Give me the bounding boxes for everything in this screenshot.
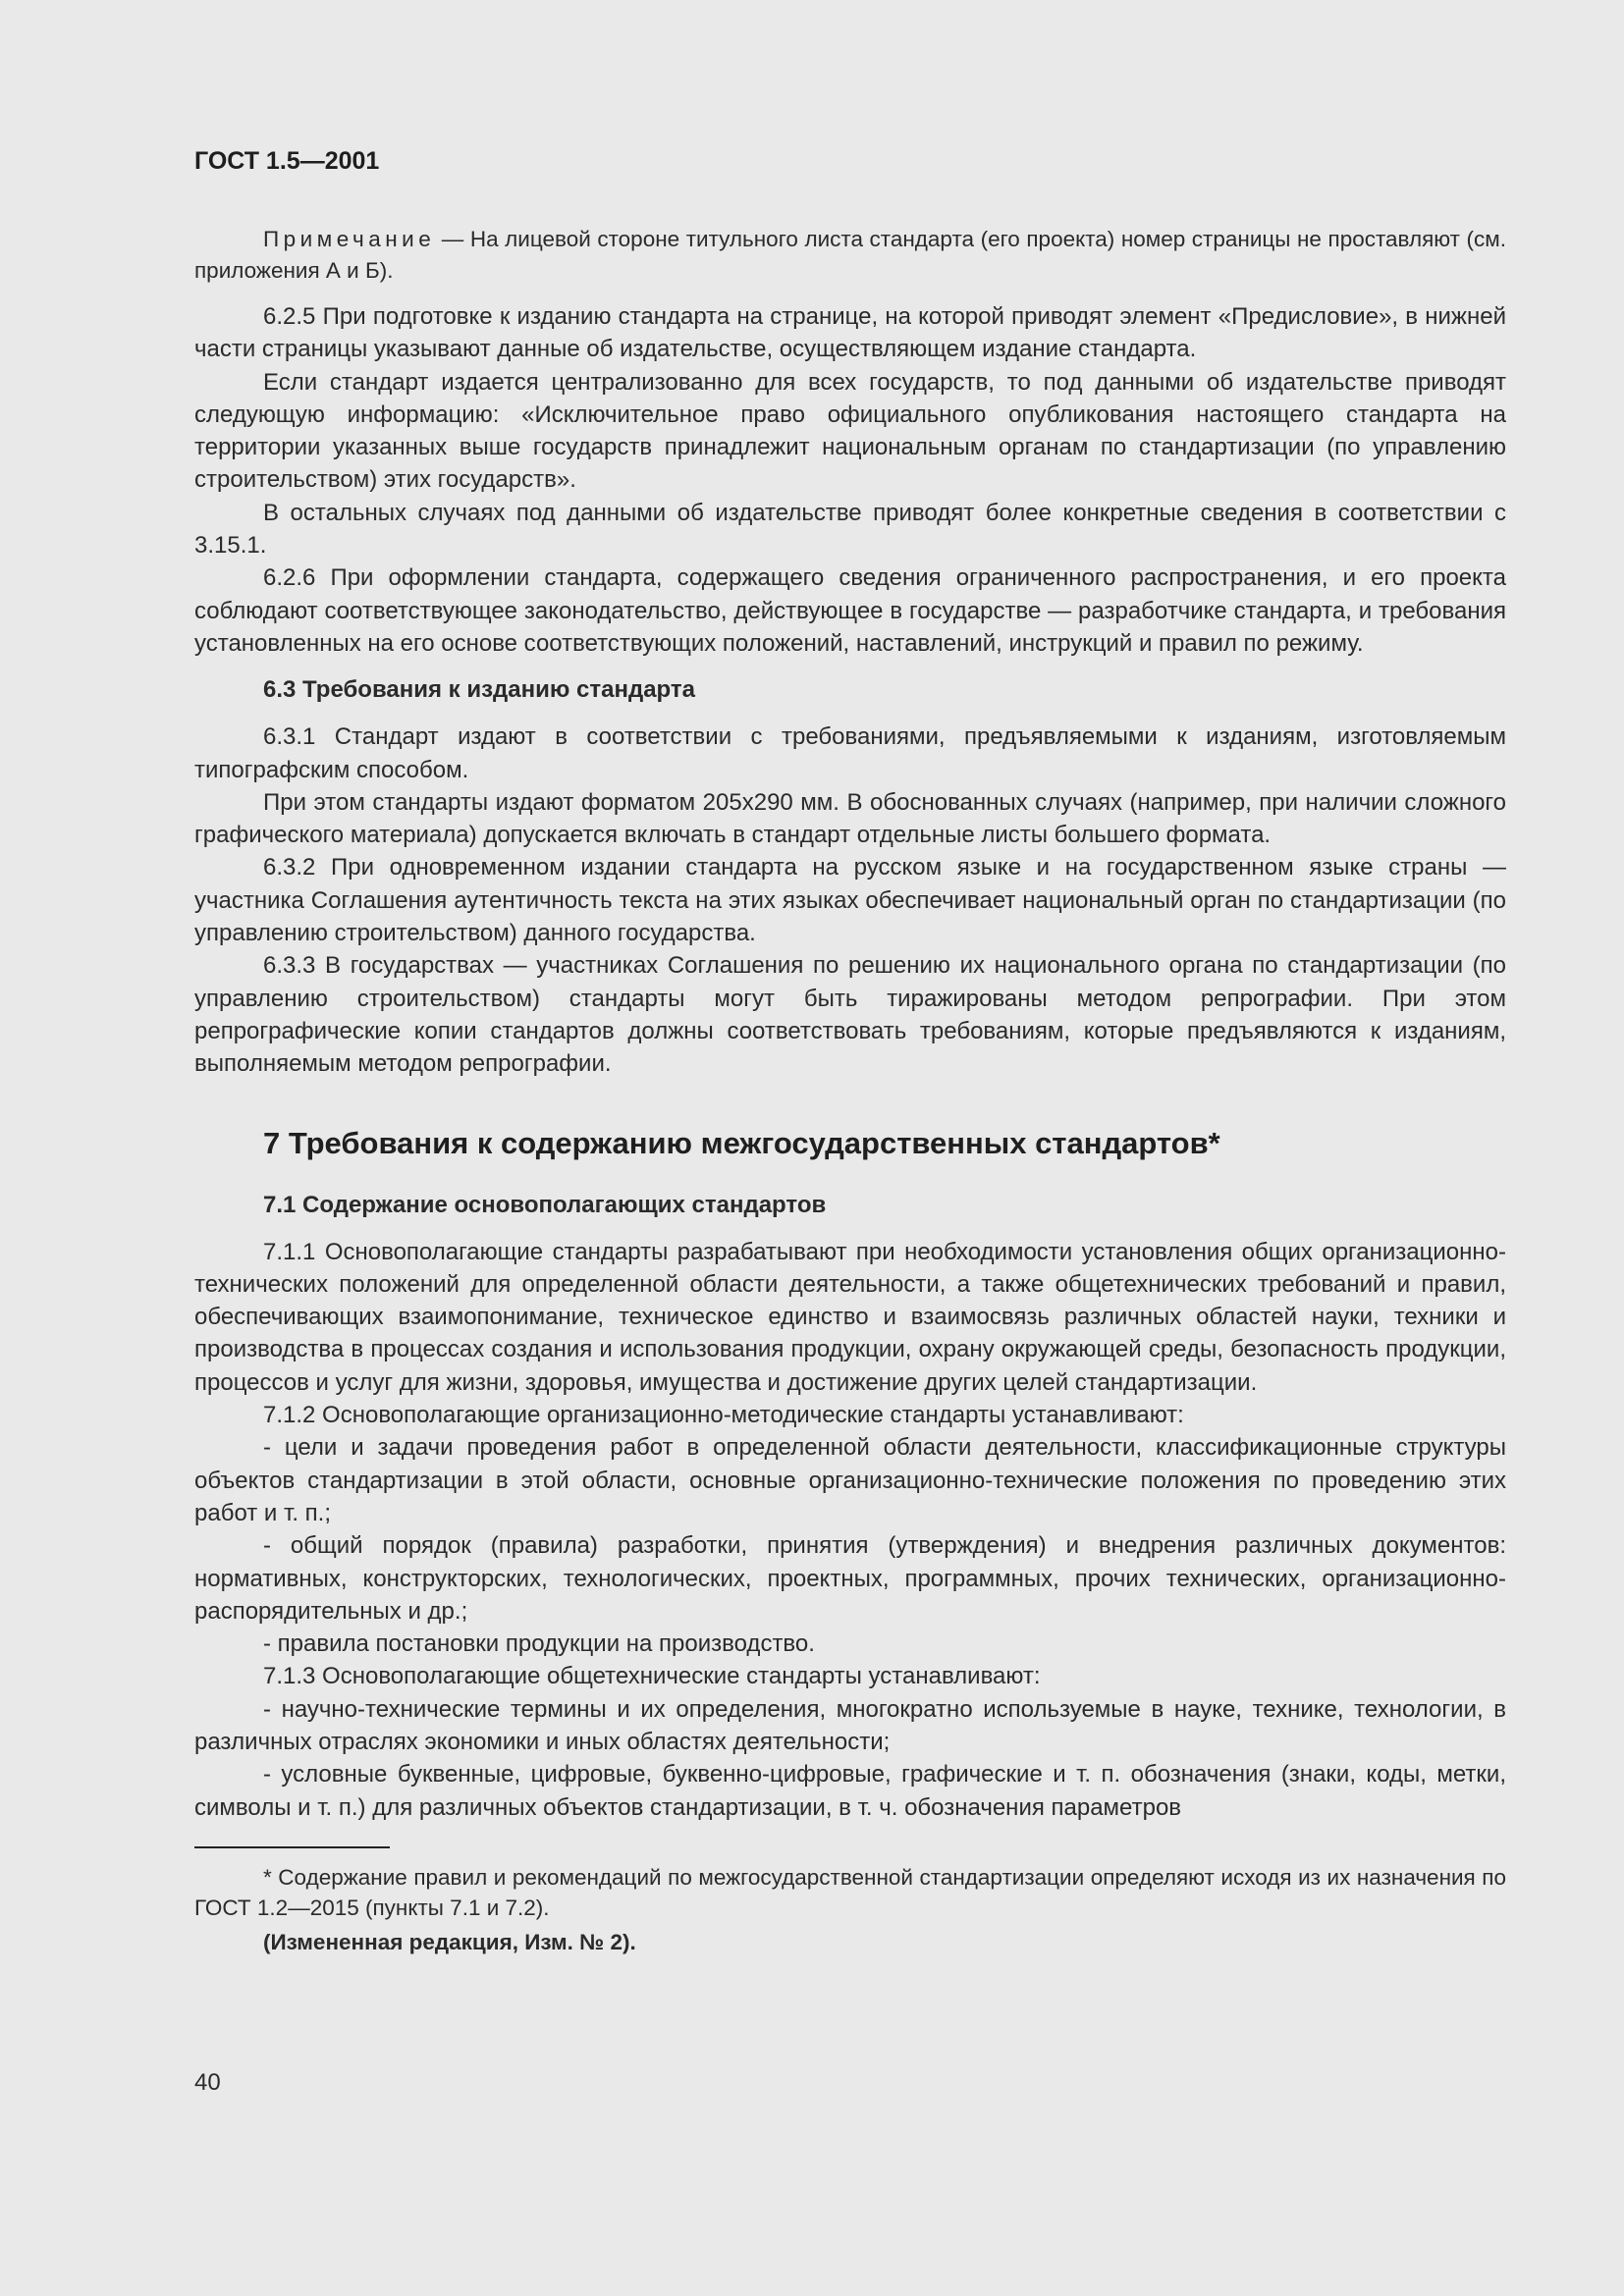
list-item: - цели и задачи проведения работ в определенной области деятельности, классификационные структуры объектов стандартизации в этой области, основные организационно-технические положения по проведению этих работ и т. п.; xyxy=(194,1434,1506,1526)
running-header: ГОСТ 1.5—2001 xyxy=(194,147,380,175)
paragraph: При этом стандарты издают форматом 205х290 мм. В обоснованных случаях (например, при наличии сложного графического материала) допускается включать в стандарт отдельные листы большего формата. xyxy=(194,788,1506,849)
note-text: — На лицевой стороне титульного листа стандарта (его проекта) номер страницы не проставляют (см. приложения А и Б). xyxy=(194,227,1506,283)
clause-6-3-1: 6.3.1 Стандарт издают в соответствии с требованиями, предъявляемыми к изданиям, изготовляемым типографским способом. xyxy=(194,723,1506,783)
section-6-3-heading: 6.3 Требования к изданию стандарта xyxy=(263,676,695,704)
note-label: Примечание xyxy=(263,227,436,251)
clause-7-1-2: 7.1.2 Основополагающие организационно-методические стандарты устанавливают: xyxy=(263,1402,1184,1429)
clause-6-2-6: 6.2.6 При оформлении стандарта, содержащего сведения ограниченного распространения, и его проекта соблюдают соответствующее законодательство, действующее в государстве — разработчике стандарта, и требования установленных на его основе соответствующих положений, наставлений, инструкций и правил по режиму. xyxy=(194,564,1506,657)
clause-6-3-2: 6.3.2 При одновременном издании стандарта на русском языке и на государственном языке страны — участника Соглашения аутентичность текста на этих языках обеспечивает национальный орган по стандартизации (по управлению строительством) данного государства. xyxy=(194,854,1506,947)
page-body xyxy=(194,224,1506,1958)
clause-6-3-3: 6.3.3 В государствах — участниках Соглашения по решению их национального органа по стандартизации (по управлению строительством) стандарты могут быть тиражированы методом репрографии. При этом репрографические копии стандартов должны соответствовать требованиям, которые предъявляются к изданиям, выполняемым методом репрографии. xyxy=(194,952,1506,1078)
section-7-heading: 7 Требования к содержанию межгосударственных стандартов* xyxy=(263,1125,1220,1160)
paragraph: Если стандарт издается централизованно для всех государств, то под данными об издательстве приводят следующую информацию: «Исключительное право официального опубликования настоящего стандарта на территории указанных выше государств принадлежит национальным органам по стандартизации (по управлению строительством) этих государств». xyxy=(194,368,1506,494)
clause-7-1-1: 7.1.1 Основополагающие стандарты разрабатывают при необходимости установления общих организационно-технических положений для определенной области деятельности, а также общетехнических требований и правил, обеспечивающих взаимопонимание, техническое единство и взаимосвязь различных областей науки, техники и производства в процессах создания и использования продукции, охрану окружающей среды, безопасность продукции, процессов и услуг для жизни, здоровья, имущества и достижение других целей стандартизации. xyxy=(194,1238,1506,1396)
paragraph: В остальных случаях под данными об издательстве приводят более конкретные сведения в соответствии с 3.15.1. xyxy=(194,499,1506,560)
footnote-divider xyxy=(194,1846,390,1848)
list-item: - общий порядок (правила) разработки, принятия (утверждения) и внедрения различных документов: нормативных, конструкторских, технологических, проектных, программных, прочих технических, организационно-распорядительных и др.; xyxy=(194,1532,1506,1625)
clause-7-1-3: 7.1.3 Основополагающие общетехнические стандарты устанавливают: xyxy=(263,1663,1041,1690)
page-number: 40 xyxy=(194,2069,221,2096)
note xyxy=(194,224,1506,287)
section-7-1-heading: 7.1 Содержание основополагающих стандартов xyxy=(263,1191,827,1218)
list-item: - условные буквенные, цифровые, буквенно-цифровые, графические и т. п. обозначения (знаки, коды, метки, символы и т. п.) для различных объектов стандартизации, в т. ч. обозначения параметров xyxy=(194,1761,1506,1821)
list-item: - правила постановки продукции на производство. xyxy=(263,1630,815,1658)
list-item: - научно-технические термины и их определения, многократно используемые в науке, технике, технологии, в различных отраслях экономики и иных областях деятельности; xyxy=(194,1695,1506,1755)
revision-note: (Измененная редакция, Изм. № 2). xyxy=(263,1929,636,1954)
footnote: * Содержание правил и рекомендаций по межгосударственной стандартизации определяют исходя из их назначения по ГОСТ 1.2—2015 (пункты 7.1 и 7.2). xyxy=(194,1864,1506,1920)
clause-6-2-5: 6.2.5 При подготовке к изданию стандарта на странице, на которой приводят элемент «Предисловие», в нижней части страницы указывают данные об издательстве, осуществляющем издание стандарта. xyxy=(194,303,1506,363)
